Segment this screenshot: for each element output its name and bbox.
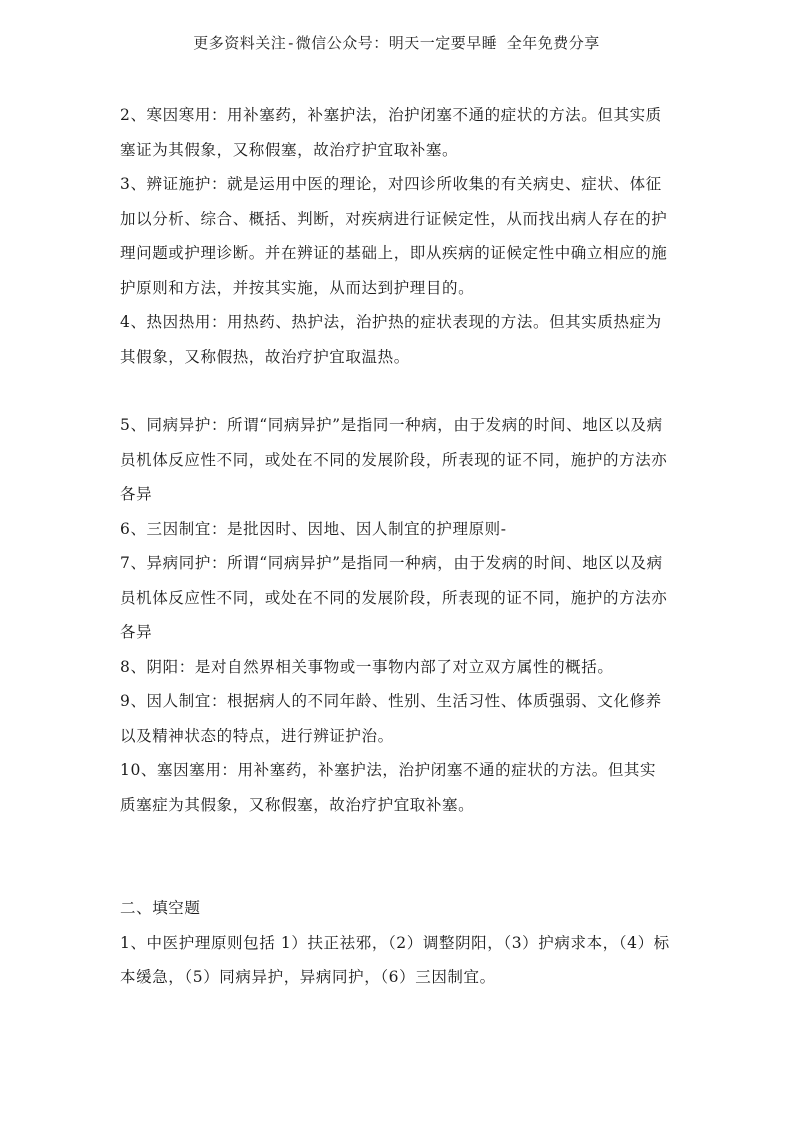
page-header: 更多资料关注-微信公众号：明天一定要早睡 全年免费分享 xyxy=(193,34,600,52)
definition-item-9: 9、因人制宜：根据病人的不同年龄、性别、生活习性、体质强弱、文化修养以及精神状态的特点，进行辨证护治。 xyxy=(120,692,662,745)
spacer xyxy=(120,374,672,408)
definition-item-5: 5、同病异护：所谓“同病异护”是指同一种病，由于发病的时间、地区以及病员机体反应性不同，或处在不同的发展阶段，所表现的证不同，施护的方法亦各异 xyxy=(120,416,668,503)
definition-item-10: 10、塞因塞用：用补塞药，补塞护法，治护闭塞不通的症状的方法。但其实质塞症为其假象，又称假塞，故治疗护宜取补塞。 xyxy=(120,761,657,814)
definition-item-6: 6、三因制宜：是批因时、因地、因人制宜的护理原则- xyxy=(120,519,507,538)
definition-item-8: 8、阴阳：是对自然界相关事物或一事物内部了对立双方属性的概括。 xyxy=(120,657,614,676)
spacer xyxy=(120,822,672,891)
document-body xyxy=(120,98,672,995)
definition-item-3: 3、辨证施护：就是运用中医的理论，对四诊所收集的有关病史、症状、体征加以分析、综合、概括、判断，对疾病进行证候定性，从而找出病人存在的护理问题或护理诊断。并在辨证的基础上，即从疾病的证候定性中确立相应的施护原则和方法，并按其实施，从而达到护理目的。 xyxy=(120,175,668,297)
section-heading-fill-blank: 二、填空题 xyxy=(120,899,201,917)
definition-item-7: 7、异病同护：所谓“同病异护”是指同一种病，由于发病的时间、地区以及病员机体反应性不同，或处在不同的发展阶段，所表现的证不同，施护的方法亦各异 xyxy=(120,554,668,641)
definition-item-4: 4、热因热用：用热药、热护法，治护热的症状表现的方法。但其实质热症为其假象，又称假热，故治疗护宜取温热。 xyxy=(120,313,662,366)
fill-blank-question-1: 1、中医护理原则包括 1）扶正祛邪，（2）调整阴阳，（3）护病求本，（4）标本缓急，（5）同病异护，异病同护，（6）三因制宜。 xyxy=(120,933,670,986)
definition-item-2: 2、寒因寒用：用补塞药，补塞护法，治护闭塞不通的症状的方法。但其实质塞证为其假象，又称假塞，故治疗护宜取补塞。 xyxy=(120,106,662,159)
